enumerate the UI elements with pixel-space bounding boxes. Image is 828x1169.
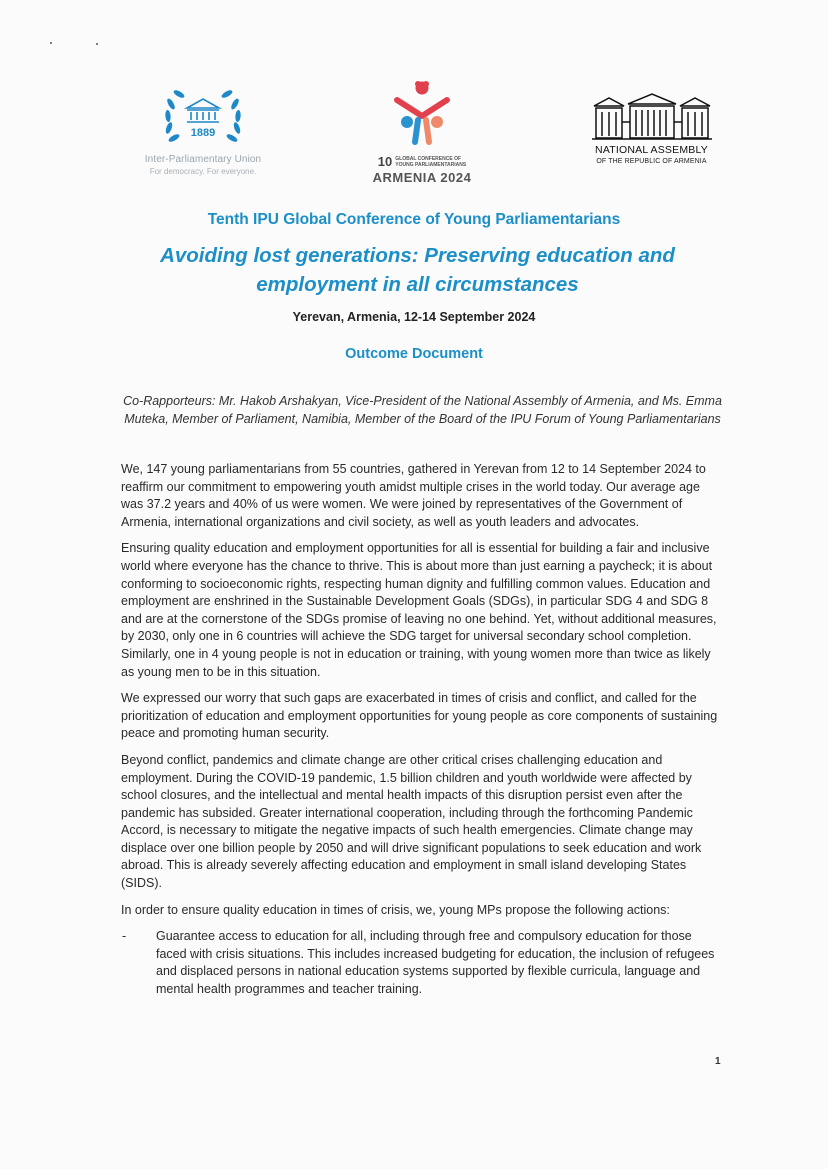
young-parliamentarians-emblem-icon xyxy=(387,78,457,148)
conference-number: 10 xyxy=(377,154,393,169)
national-assembly-name: NATIONAL ASSEMBLY xyxy=(595,144,708,156)
ipu-emblem-icon xyxy=(158,84,248,148)
ipu-year: 1889 xyxy=(190,127,216,139)
page-number: 1 xyxy=(715,1056,721,1067)
place-and-date: Yerevan, Armenia, 12-14 September 2024 xyxy=(292,310,536,324)
conference-line-1: GLOBAL CONFERENCE OF xyxy=(395,155,462,162)
paragraph: Ensuring quality education and employment opportunities for all is essential for building a fair and inclusive world where everyone has the chance to thrive. This is about more than just earning a paycheck; it is about conforming to socioeconomic rights, respecting human dignity and fulfilling common values. Education and employment are enshrined in the Sustainable Development Goals (SDGs), in particular SDG 4 and SDG 8 and are at the cornerstone of the SDGs promise of leaving no one behind. Yet, without additional measures, by 2030, only one in 6 countries will achieve the SDG target for universal secondary school completion. Similarly, one in 4 young people is not in education or training, with young women more than twice as likely as young men to be in this situation. xyxy=(121,541,717,679)
national-assembly-subtitle: OF THE REPUBLIC OF ARMENIA xyxy=(596,158,707,165)
list-marker: - xyxy=(122,929,127,944)
ipu-logo xyxy=(128,84,278,176)
paragraph: In order to ensure quality education in times of crisis, we, young MPs propose the following actions: xyxy=(121,902,670,917)
ipu-name: Inter-Parliamentary Union xyxy=(144,154,262,165)
paragraph: We, 147 young parliamentarians from 55 countries, gathered in Yerevan from 12 to 14 September 2024 to reaffirm our commitment to empowering youth amidst multiple crises in the world today. Our average age was 37.2 years and 40% of us were women. We were joined by representatives of the Government of Armenia, international organizations and civil society, as well as youth leaders and advocates. xyxy=(121,462,706,529)
parliament-building-icon xyxy=(592,92,712,140)
scan-speck xyxy=(96,43,98,45)
paragraph: We expressed our worry that such gaps are exacerbated in times of crisis and conflict, and called for the prioritization of education and employment opportunities for young people as core components of sustaining peace and promoting human security. xyxy=(121,691,718,741)
document-body xyxy=(121,461,723,999)
conference-title: Tenth IPU Global Conference of Young Parliamentarians xyxy=(207,211,621,228)
document-type: Outcome Document xyxy=(345,346,483,362)
paragraph: Beyond conflict, pandemics and climate change are other critical crises challenging education and employment. During the COVID-19 pandemic, 1.5 billion children and youth worldwide were affected by school closures, and the intellectual and mental health impacts of this disruption persist even after the pandemic has subsided. Greater international cooperation, including through the forthcoming Pandemic Accord, is necessary to mitigate the negative impacts of such health emergencies. Climate change may displace over one billion people by 2050 and will drive significant populations to seek education and work abroad. This is already severely affecting education and employment in small island developing States (SIDS). xyxy=(121,752,702,891)
conference-line-2: YOUNG PARLIAMENTARIANS xyxy=(395,161,467,168)
scan-speck xyxy=(50,42,52,44)
list-item xyxy=(121,928,723,998)
ipu-tagline: For democracy. For everyone. xyxy=(149,167,257,176)
co-rapporteurs: Co-Rapporteurs: Mr. Hakob Arshakyan, Vice-President of the National Assembly of Armenia, and Ms. Emma Muteka, Member of Parliament, Namibia, Member of the Board of the IPU Forum of Young Parliamentarians xyxy=(123,394,722,426)
conference-country-year: ARMENIA 2024 xyxy=(372,170,472,185)
document-title: Avoiding lost generations: Preserving education and employment in all circumstances xyxy=(160,244,675,296)
list-item-text: Guarantee access to education for all, including through free and compulsory education for those faced with crisis situations. This includes increased budgeting for education, the inclusion of refugees and displaced persons in national education systems supported by flexible curricula, language and mental health programmes and teacher training. xyxy=(156,929,715,997)
actions-list xyxy=(121,928,723,998)
national-assembly-logo xyxy=(584,92,719,165)
conference-logo xyxy=(362,78,482,185)
